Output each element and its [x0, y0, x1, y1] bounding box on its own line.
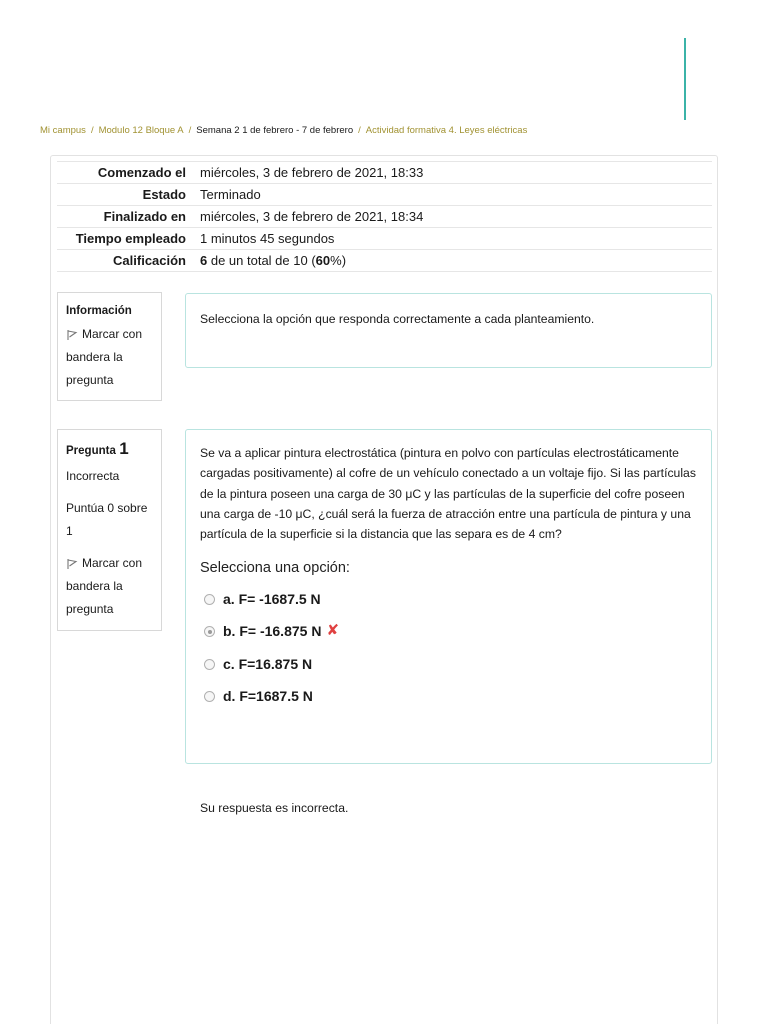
flag-icon — [66, 329, 78, 341]
info-text: Selecciona la opción que responda correctamente a cada planteamiento. — [200, 312, 595, 326]
option-d-label: d. F=1687.5 N — [223, 688, 313, 705]
breadcrumb-separator: / — [188, 125, 192, 136]
started-label: Comenzado el — [97, 165, 186, 180]
grade-score: 6 — [200, 253, 208, 268]
option-b-radio[interactable] — [204, 626, 215, 637]
option-d-radio[interactable] — [204, 691, 215, 702]
summary-row-started — [57, 162, 712, 184]
option-c[interactable] — [204, 648, 697, 681]
header-divider — [684, 38, 686, 120]
summary-row-state — [57, 184, 712, 206]
flag-icon — [66, 558, 78, 570]
breadcrumb-separator: / — [90, 125, 94, 136]
summary-row-time — [57, 228, 712, 250]
finished-value: miércoles, 3 de febrero de 2021, 18:34 — [200, 209, 424, 224]
option-b-label: b. F= -16.875 N — [223, 623, 322, 640]
incorrect-icon: ✘ — [326, 622, 340, 640]
summary-row-finished — [57, 206, 712, 228]
question-flag-toggle[interactable] — [66, 552, 153, 621]
breadcrumb-actividad[interactable]: Actividad formativa 4. Leyes eléctricas — [365, 125, 528, 136]
question-content — [185, 429, 712, 764]
breadcrumb-mi-campus[interactable]: Mi campus — [40, 125, 86, 136]
grade-percent: 60 — [315, 253, 331, 268]
grade-text-end: %) — [330, 253, 347, 268]
option-c-radio[interactable] — [204, 659, 215, 670]
option-a-label: a. F= -1687.5 N — [223, 590, 321, 607]
attempt-summary-table — [57, 161, 712, 272]
question-number: 1 — [119, 439, 129, 458]
grade-value — [192, 250, 712, 272]
question-header — [66, 437, 153, 463]
breadcrumb-separator: / — [358, 125, 361, 136]
started-value: miércoles, 3 de febrero de 2021, 18:33 — [200, 165, 424, 180]
question-score: Puntúa 0 sobre 1 — [66, 501, 148, 538]
question-status: Incorrecta — [66, 469, 120, 483]
finished-label: Finalizado en — [103, 209, 186, 224]
state-label: Estado — [142, 187, 186, 202]
breadcrumb-semana[interactable]: Semana 2 1 de febrero - 7 de febrero — [196, 125, 354, 136]
grade-text: de un total de 10 ( — [210, 253, 316, 268]
info-content — [185, 293, 712, 368]
info-flag-toggle[interactable] — [66, 323, 153, 392]
answer-prompt: Selecciona una opción: — [200, 560, 350, 577]
breadcrumb-modulo[interactable]: Modulo 12 Bloque A — [98, 125, 184, 136]
option-d[interactable] — [204, 680, 697, 713]
option-a[interactable] — [204, 583, 697, 616]
answer-feedback: Su respuesta es incorrecta. — [200, 801, 349, 815]
state-value: Terminado — [200, 187, 261, 202]
time-label: Tiempo empleado — [75, 231, 186, 246]
info-flag-label: Marcar con bandera la pregunta — [66, 327, 143, 387]
question-flag-label: Marcar con bandera la pregunta — [66, 556, 143, 616]
question-sidebar — [57, 429, 162, 631]
info-title: Información — [66, 305, 132, 317]
time-value: 1 minutos 45 segundos — [200, 231, 335, 246]
option-b[interactable] — [204, 615, 697, 648]
question-label: Pregunta — [66, 445, 116, 457]
question-text: Se va a aplicar pintura electrostática (pintura en polvo con partículas electrostáticamente cargadas positivamente) al cofre de un vehículo conectado a un voltaje fijo. Si las partículas de la pintura poseen una carga de 30 μC y las partículas de la superficie del cofre poseen una carga de -10 μC, ¿cuál será la fuerza de atracción entre una partícula de pintura y una partícula de la superficie si la distancia que las separa es de 4 cm? — [200, 446, 696, 542]
option-c-label: c. F=16.875 N — [223, 655, 313, 672]
breadcrumb — [40, 125, 527, 136]
info-sidebar — [57, 292, 162, 401]
summary-row-grade — [57, 250, 712, 272]
option-a-radio[interactable] — [204, 594, 215, 605]
grade-label: Calificación — [113, 253, 186, 268]
